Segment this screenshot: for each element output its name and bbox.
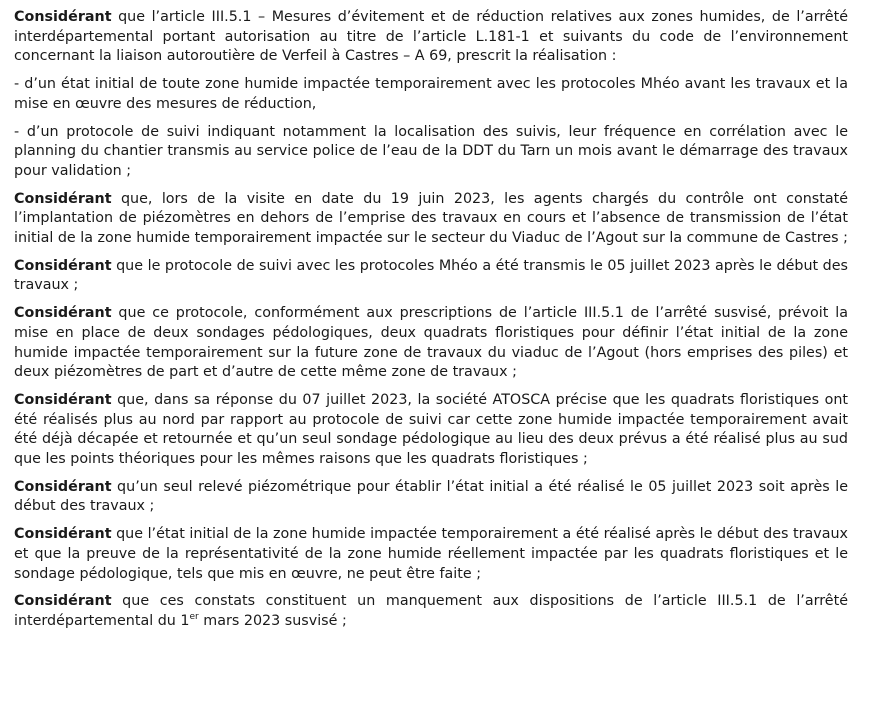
considerant-keyword: Considérant bbox=[14, 9, 112, 25]
paragraph-text: que l’article III.5.1 – Mesures d’évitement et de réduction relatives aux zones humides, de l’arrêté interdépartemental portant autorisation au titre de l’article L.181-1 et suivants du code de l’environnement concernant la liaison autoroutière de Verfeil à Castres – A 69, prescrit la réalisation : bbox=[14, 9, 848, 65]
paragraph-protocole-transmis bbox=[14, 257, 848, 296]
paragraph-text: - d’un état initial de toute zone humide impactée temporairement avec les protocoles Mhéo avant les travaux et la mise en œuvre des mesures de réduction, bbox=[14, 76, 848, 112]
considerant-keyword: Considérant bbox=[14, 257, 112, 274]
paragraph-text: que ces constats constituent un manquement aux dispositions de l’article III.5.1 de l’arrêté interdépartemental du 1 bbox=[14, 593, 848, 629]
paragraph-text: que, dans sa réponse du 07 juillet 2023, la société ATOSCA précise que les quadrats floristiques ont été réalisés plus au nord par rapport au protocole de suivi car cette zone humide impactée temporairement avait été déjà décapée et retournée et qu’un seul sondage pédologique au lieu des deux prévus a été réalisé plus au sud que les points théoriques pour les mêmes raisons que les quadrats floristiques ; bbox=[14, 391, 848, 468]
considerant-keyword: Considérant bbox=[14, 526, 112, 543]
paragraph-text: que l’état initial de la zone humide impactée temporairement a été réalisé après le début des travaux et que la preuve de la représentativité de la zone humide réellement impactée par les quadrats floristiques et le sondage pédologique, tels que mis en œuvre, ne peut être faite ; bbox=[14, 526, 848, 582]
paragraph-text: que le protocole de suivi avec les protocoles Mhéo a été transmis le 05 juillet 2023 après le début des travaux ; bbox=[14, 257, 848, 294]
list-item-etat-initial bbox=[14, 75, 848, 114]
paragraph-reponse-atosca bbox=[14, 391, 848, 470]
considerant-keyword: Considérant bbox=[14, 391, 112, 408]
paragraph-visite-19-juin bbox=[14, 190, 848, 249]
paragraph-text: qu’un seul relevé piézométrique pour établir l’état initial a été réalisé le 05 juillet 2023 soit après le début des travaux ; bbox=[14, 478, 848, 515]
paragraph-article-iii-5-1 bbox=[14, 8, 848, 67]
considerant-keyword: Considérant bbox=[14, 305, 112, 322]
paragraph-manquement bbox=[14, 592, 848, 631]
paragraph-text: que, lors de la visite en date du 19 juin 2023, les agents chargés du contrôle ont constaté l’implantation de piézomètres en dehors de l’emprise des travaux en cours et l’absence de transmission de l’état initial de la zone humide temporairement impactée sur le secteur du Viaduc de l’Agout sur la commune de Castres ; bbox=[14, 190, 848, 247]
paragraph-text: mars 2023 susvisé ; bbox=[198, 612, 347, 629]
considerant-keyword: Considérant bbox=[14, 593, 112, 610]
list-item-protocole-suivi bbox=[14, 123, 848, 182]
paragraph-text: que ce protocole, conformément aux prescriptions de l’article III.5.1 de l’arrêté susvisé, prévoit la mise en place de deux sondages pédologiques, deux quadrats floristiques pour définir l’état initial de la zone humide impactée temporairement sur la future zone de travaux du viaduc de l’Agout (hors emprises des piles) et deux piézomètres de part et d’autre de cette même zone de travaux ; bbox=[14, 305, 848, 381]
paragraph-etat-initial-tardif bbox=[14, 525, 848, 584]
paragraph-text: - d’un protocole de suivi indiquant notamment la localisation des suivis, leur fréquence en corrélation avec le planning du chantier transmis au service police de l’eau de la DDT du Tarn un mois avant le démarrage des travaux pour validation ; bbox=[14, 123, 848, 179]
considerant-keyword: Considérant bbox=[14, 478, 112, 495]
ordinal-superscript: er bbox=[189, 612, 199, 623]
paragraph-protocole-prescriptions bbox=[14, 304, 848, 383]
paragraph-releve-piezometrique bbox=[14, 478, 848, 517]
considerant-keyword: Considérant bbox=[14, 190, 112, 207]
